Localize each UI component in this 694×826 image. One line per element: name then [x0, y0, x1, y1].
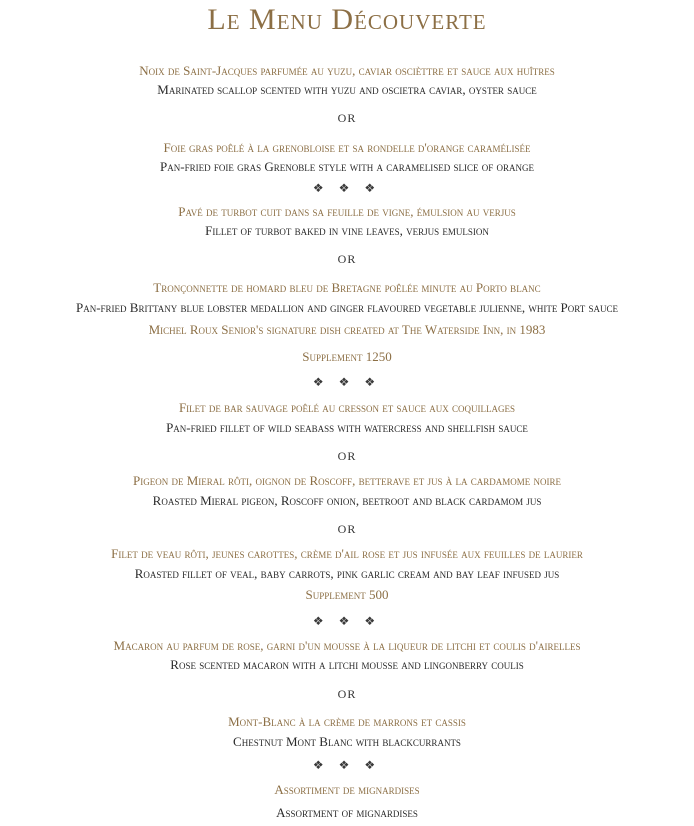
- or-separator: OR: [337, 111, 357, 125]
- ornament-divider: ❖ ❖ ❖: [312, 181, 382, 195]
- course-4-french: Tronçonnette de homard bleu de Bretagne poêlée minute au Porto blanc: [153, 280, 541, 295]
- course-7-french: Filet de veau rôti, jeunes carottes, crème d'ail rose et jus infusée aux feuilles de laurier: [111, 546, 583, 561]
- or-separator: OR: [337, 449, 357, 463]
- course-9-french: Mont-Blanc à la crème de marrons et cassis: [228, 714, 466, 729]
- or-separator: OR: [337, 522, 357, 536]
- ornament-divider: ❖ ❖ ❖: [312, 758, 382, 772]
- course-7-supplement: Supplement 500: [305, 587, 389, 602]
- course-5-french: Filet de bar sauvage poêlé au cresson et sauce aux coquillages: [178, 400, 516, 415]
- course-9-english: Chestnut Mont Blanc with blackcurrants: [233, 734, 461, 749]
- course-4-note: Michel Roux Senior's signature dish created at The Waterside Inn, in 1983: [148, 322, 546, 337]
- course-6-french: Pigeon de Mieral rôti, oignon de Roscoff, betterave et jus à la cardamome noire: [132, 473, 562, 488]
- course-3-french: Pavé de turbot cuit dans sa feuille de vigne, émulsion au verjus: [178, 204, 516, 219]
- course-2-french: Foie gras poêlé à la grenobloise et sa rondelle d'orange caramélisée: [163, 140, 531, 155]
- course-4-supplement: Supplement 1250: [302, 349, 392, 364]
- ornament-divider: ❖ ❖ ❖: [312, 375, 382, 389]
- ornament-divider: ❖ ❖ ❖: [312, 614, 382, 628]
- course-8-french: Macaron au parfum de rose, garni d'un mousse à la liqueur de litchi et coulis d'airelles: [113, 638, 581, 653]
- menu-title: Le Menu Découverte: [207, 3, 487, 36]
- course-7-english: Roasted fillet of veal, baby carrots, pink garlic cream and bay leaf infused jus: [134, 566, 560, 581]
- course-5-english: Pan-fried fillet of wild seabass with watercress and shellfish sauce: [166, 420, 528, 435]
- course-1-french: Noix de Saint-Jacques parfumée au yuzu, caviar oscièttre et sauce aux huîtres: [139, 63, 555, 78]
- course-3-english: Fillet of turbot baked in vine leaves, verjus emulsion: [205, 223, 489, 238]
- course-10-english: Assortment of mignardises: [276, 805, 418, 820]
- or-separator: OR: [337, 252, 357, 266]
- course-2-english: Pan-fried foie gras Grenoble style with a caramelised slice of orange: [160, 159, 534, 174]
- or-separator: OR: [337, 687, 357, 701]
- course-10-french: Assortiment de mignardises: [274, 782, 420, 797]
- course-8-english: Rose scented macaron with a litchi mousse and lingonberry coulis: [170, 657, 524, 672]
- course-1-english: Marinated scallop scented with yuzu and oscietra caviar, oyster sauce: [157, 82, 537, 97]
- course-6-english: Roasted Mieral pigeon, Roscoff onion, beetroot and black cardamom jus: [152, 493, 542, 508]
- course-4-english: Pan-fried Brittany blue lobster medallion and ginger flavoured vegetable julienne, white Port sauce: [75, 300, 619, 315]
